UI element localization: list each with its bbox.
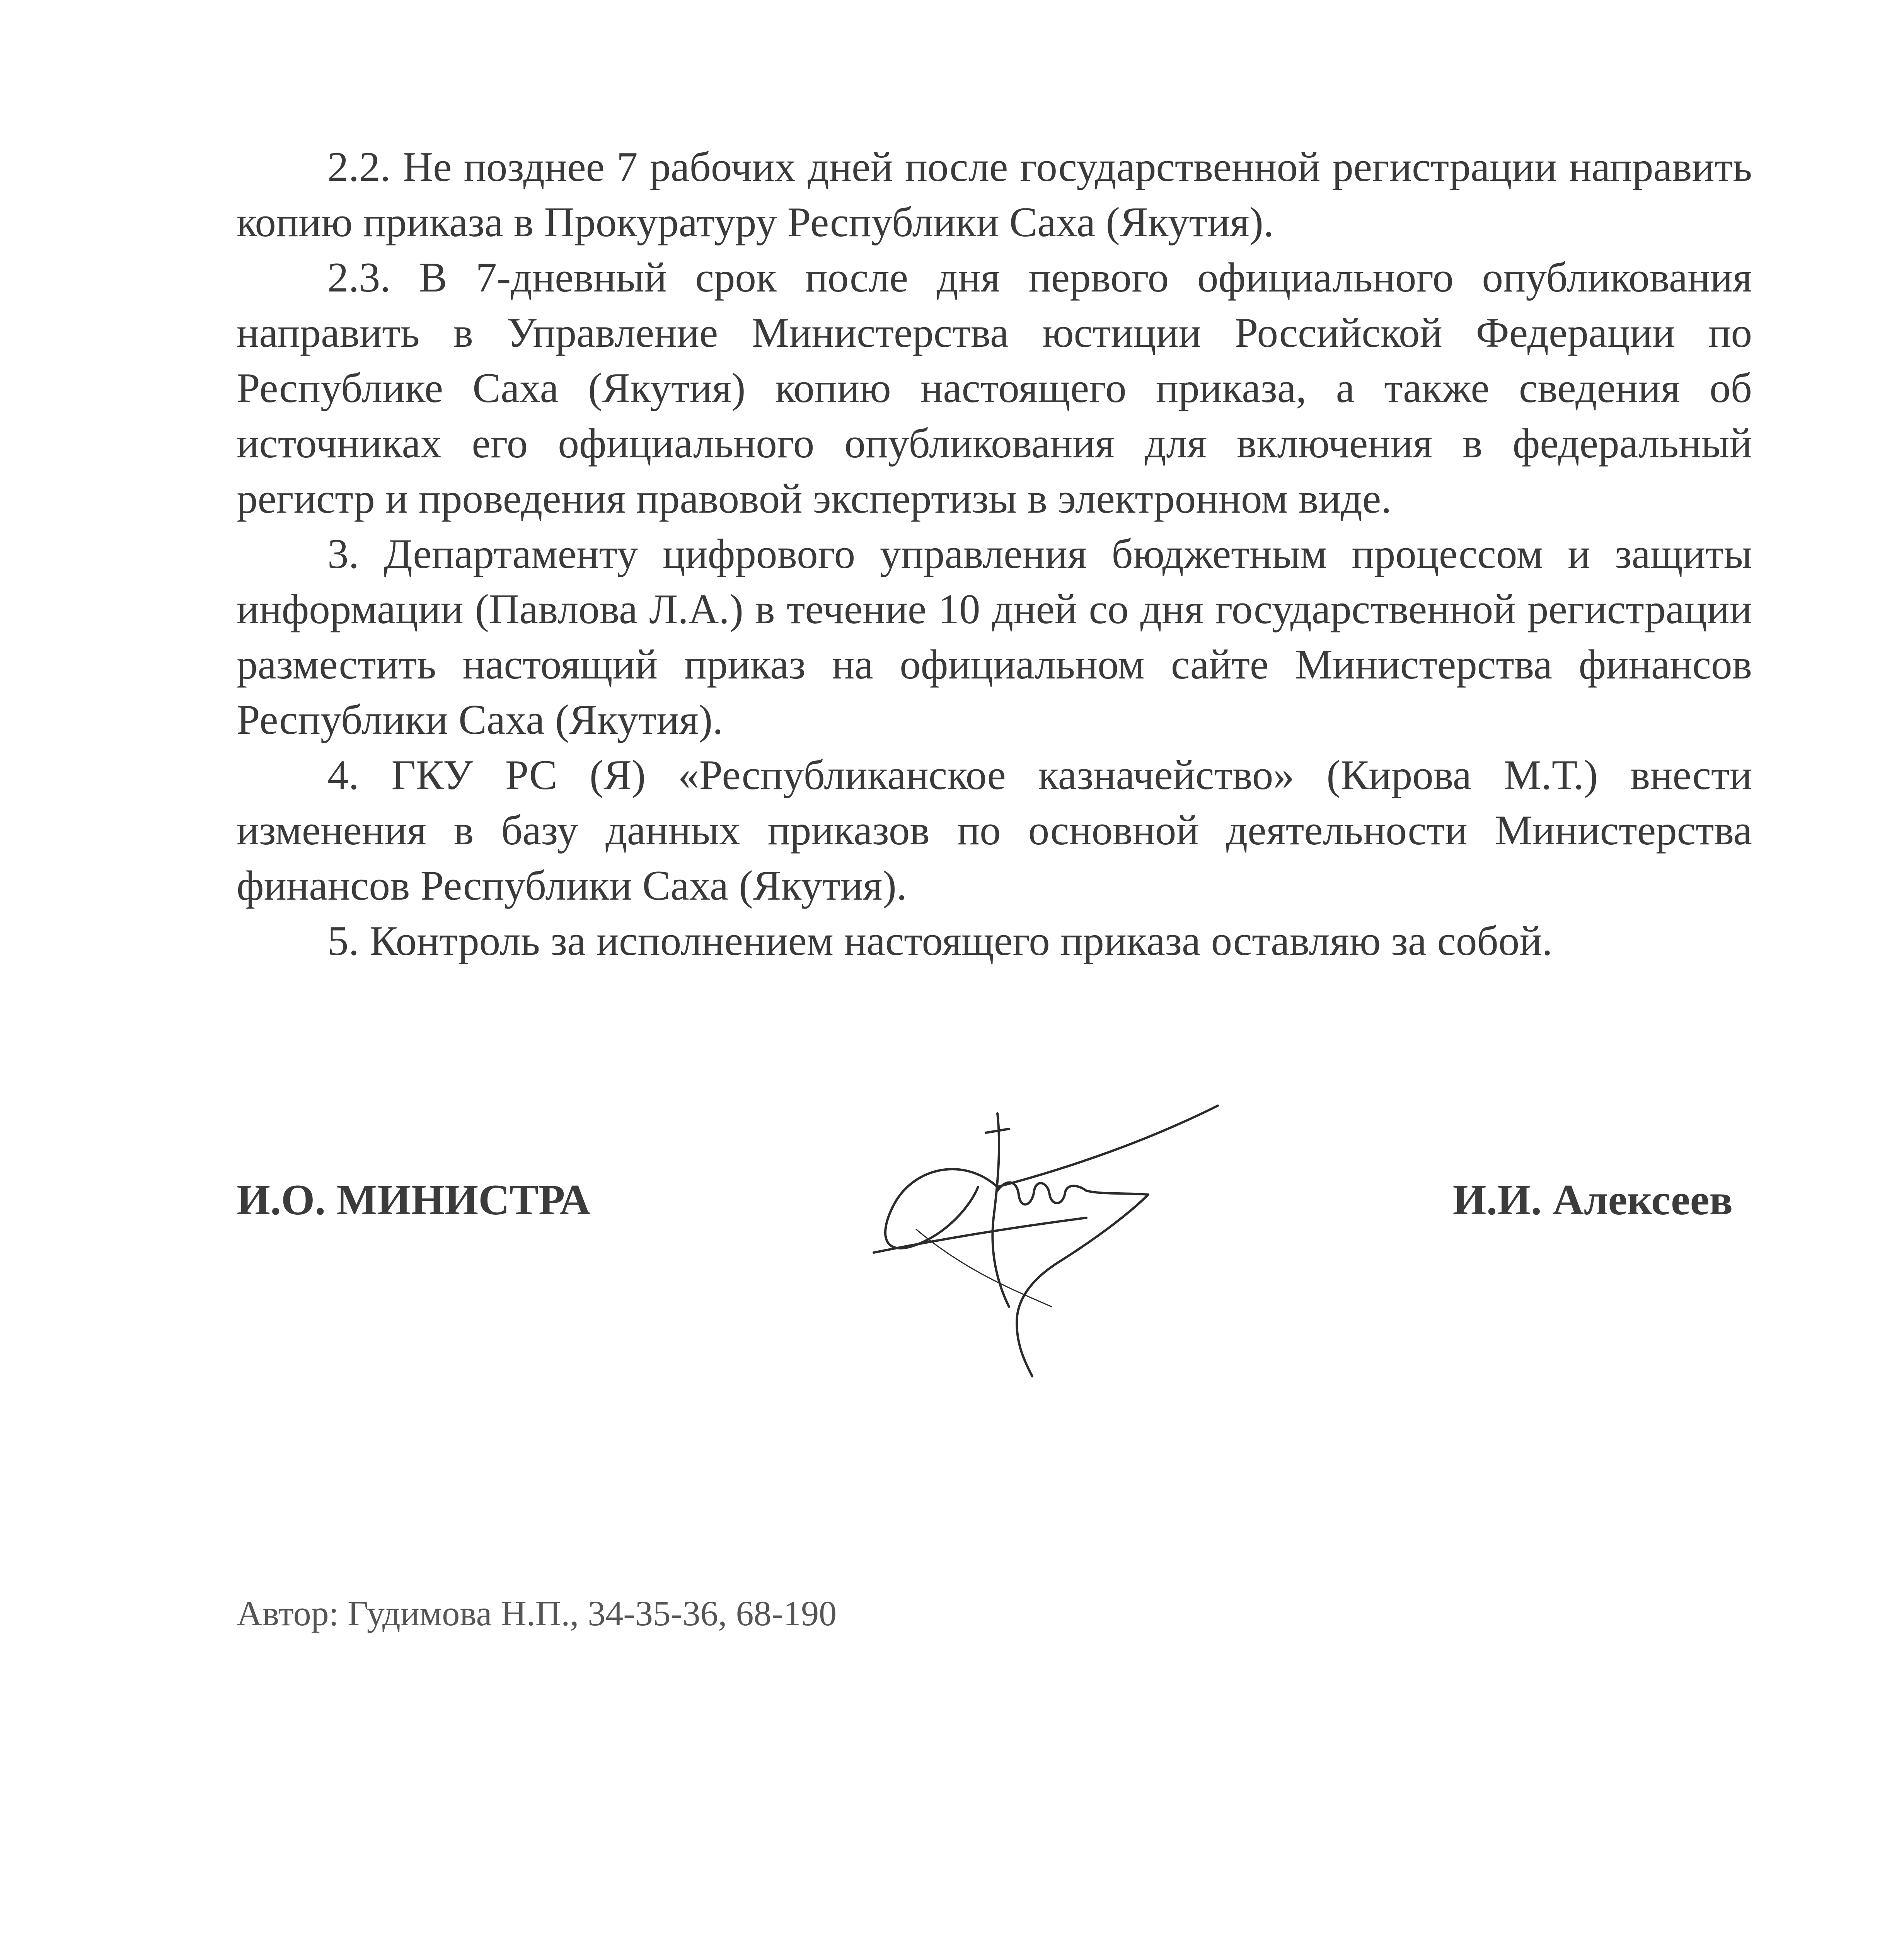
order-body — [237, 139, 1752, 968]
paragraph-2-3: 2.3. В 7-дневный срок после дня первого официального опубликования направить в Управление Министерства юстиции Российской Федерации по Республике Саха (Якутия) копию настоящего приказа, а также сведения об источниках его официального опубликования для включения в федеральный регистр и проведения правовой экспертизы в электронном виде. — [237, 254, 1752, 522]
paragraph-4: 4. ГКУ РС (Я) «Республиканское казначейство» (Кирова М.Т.) внести изменения в базу данных приказов по основной деятельности Министерства финансов Республики Саха (Якутия). — [237, 752, 1752, 909]
paragraph-2-2: 2.2. Не позднее 7 рабочих дней после государственной регистрации направить копию приказа в Прокуратуру Республики Саха (Якутия). — [237, 143, 1752, 245]
author-contact: Автор: Гудимова Н.П., 34-35-36, 68-190 — [237, 1594, 837, 1633]
signer-position: И.О. МИНИСТРА — [237, 1176, 591, 1224]
handwritten-signature — [870, 1090, 1256, 1392]
paragraph-5: 5. Контроль за исполнением настоящего приказа оставляю за собой. — [327, 917, 1553, 964]
paragraph-3: 3. Департаменту цифрового управления бюджетным процессом и защиты информации (Павлова Л.А.) в течение 10 дней со дня государственной регистрации разместить настоящий приказ на официальном сайте Министерства финансов Республики Саха (Якутия). — [237, 530, 1752, 743]
signer-name: И.И. Алексеев — [1452, 1176, 1733, 1224]
